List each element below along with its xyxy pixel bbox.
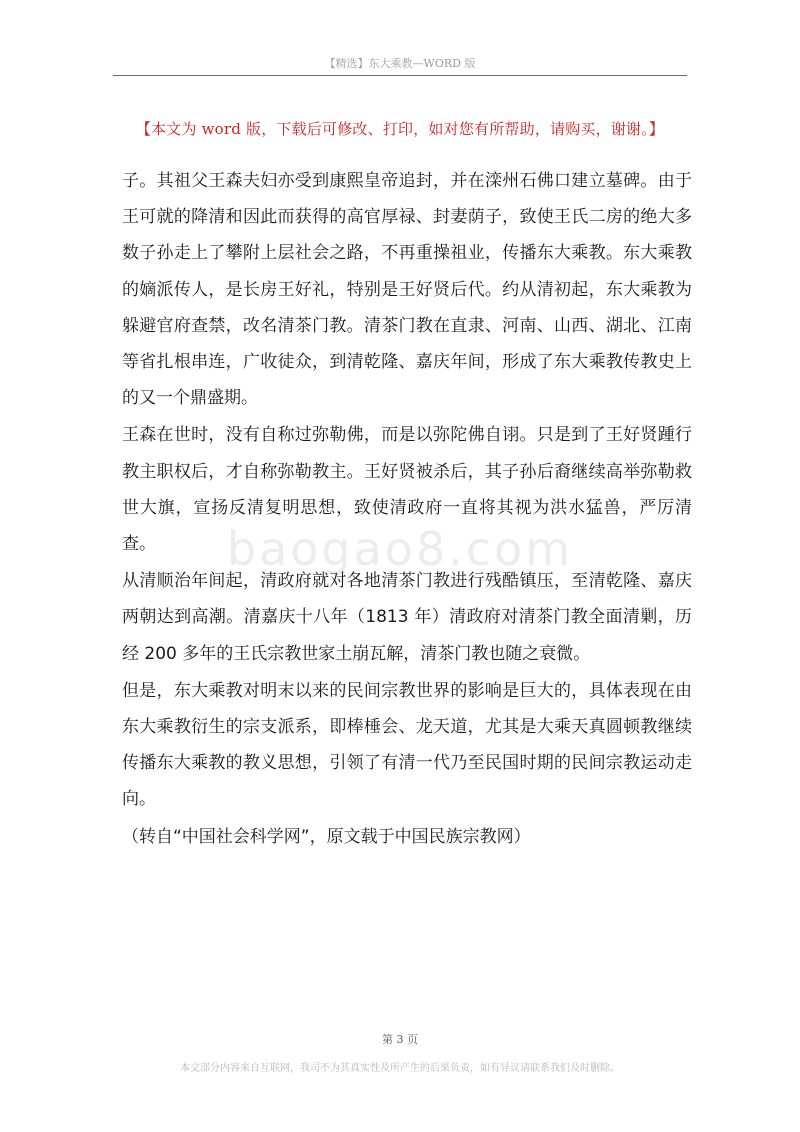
paragraph-2: 王森在世时，没有自称过弥勒佛，而是以弥陀佛自诩。只是到了王好贤踵行教主职权后，才自称弥勒教主。王好贤被杀后，其子孙后裔继续高举弥勒救世大旗，宣扬反清复明思想，致使清政府一直将其视为洪水猛兽，严厉清查。	[122, 425, 692, 555]
header-divider	[113, 75, 687, 76]
paragraph-3: 从清顺治年间起，清政府就对各地清茶门教进行残酷镇压，至清乾隆、嘉庆两朝达到高潮。清嘉庆十八年（1813 年）清政府对清茶门教全面清剿，历经 200 多年的王氏宗教世家土崩瓦解，清茶门教也随之衰微。	[122, 571, 692, 664]
document-header-title: 【精选】东大乘教—WORD 版	[324, 57, 476, 70]
document-body	[122, 163, 692, 855]
watermark: baogao8.com	[226, 522, 574, 576]
paragraph-1: 子。其祖父王森夫妇亦受到康熙皇帝追封，并在滦州石佛口建立墓碑。由于王可就的降清和因此而获得的高官厚禄、封妻荫子，致使王氏二房的绝大多数子孙走上了攀附上层社会之路，不再重操祖业，传播东大乘教。东大乘教的嫡派传人，是长房王好礼，特别是王好贤后代。约从清初起，东大乘教为躲避官府查禁，改名清茶门教。清茶门教在直隶、河南、山西、湖北、江南等省扎根串连，广收徒众，到清乾隆、嘉庆年间，形成了东大乘教传教史上的又一个鼎盛期。	[122, 171, 692, 409]
paragraph-4: 但是，东大乘教对明末以来的民间宗教世界的影响是巨大的，具体表现在由东大乘教衍生的宗支派系，即棒棰会、龙天道，尤其是大乘天真圆顿教继续传播东大乘教的教义思想，引领了有清一代乃至民国时期的民间宗教运动走向。	[122, 680, 692, 810]
download-notice: 【本文为 word 版，下载后可修改、打印，如对您有所帮助，请购买，谢谢。】	[135, 120, 665, 138]
source-note: （转自“中国社会科学网”，原文载于中国民族宗教网）	[122, 826, 531, 847]
footer-disclaimer: 本文部分内容来自互联网，我司不为其真实性及所产生的后果负责，如有异议请联系我们及时删除。	[180, 1063, 620, 1074]
page-number: 第 3 页	[382, 1033, 418, 1046]
